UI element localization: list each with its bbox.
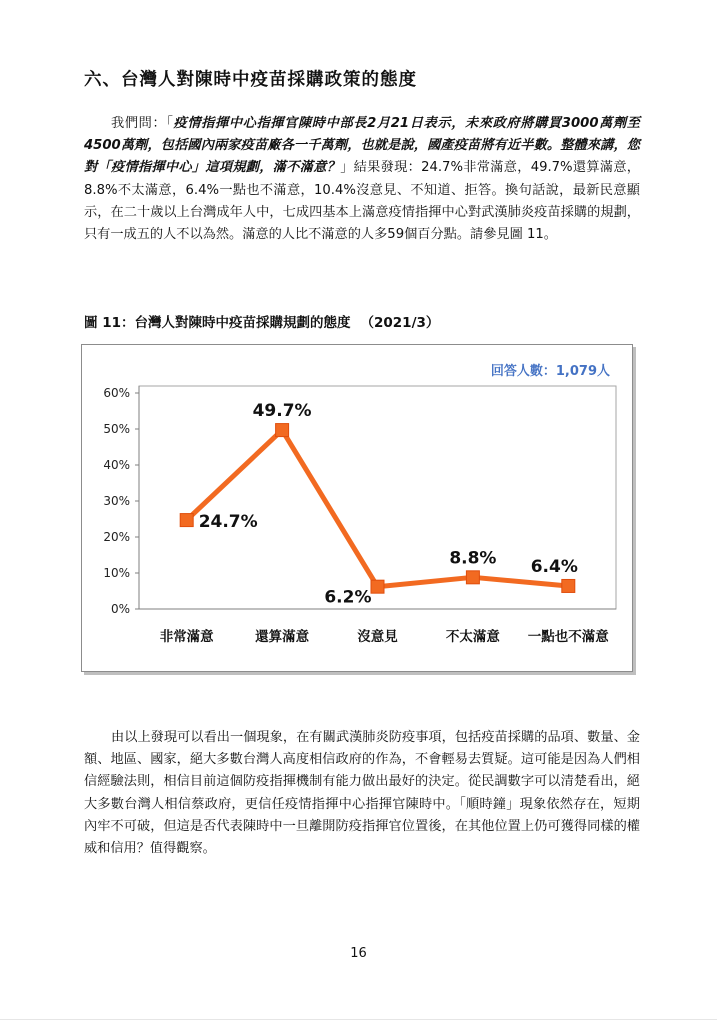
x-tick-label: 還算滿意 [255,629,310,645]
data-point [466,571,479,584]
x-tick-label: 沒意見 [357,629,398,645]
data-label: 49.7% [252,401,312,422]
conclusion-paragraph: 由以上發現可以看出一個現象，在有關武漢肺炎防疫事項，包括疫苗採購的品項、數量、金額、地區、國家，絕大多數台灣人高度相信政府的作為，不會輕易去質疑。這可能是因為人們相信經驗法則，相信目前這個防疫指揮機制有能力做出最好的決定。從民調數字可以清楚看出，絕大多數台灣人相信蔡政府，更信任疫情指揮中心指揮官陳時中。「順時鐘」現象依然存在，短期內牢不可破，但這是否代表陳時中一旦離開防疫指揮官位置後，在其他位置上仍可獲得同樣的權威和信用？值得觀察。 [84,730,640,857]
data-label: 6.4% [530,556,578,577]
y-tick-label: 20% [103,530,130,544]
section-heading: 六、台灣人對陳時中疫苗採購政策的態度 [84,70,417,90]
y-axis [103,386,139,616]
y-tick-label: 0% [110,602,130,616]
y-tick-label: 10% [103,566,130,580]
x-tick-label: 非常滿意 [159,629,214,645]
data-point [276,424,289,437]
y-tick-label: 40% [103,458,130,472]
x-tick-label: 不太滿意 [445,629,500,645]
respondents-note: 回答人數：1,079人 [490,364,610,379]
survey-result-text: 」結果發現：24.7%非常滿意，49.7%還算滿意，8.8%不太滿意，6.4%一點也不滿意，10.4%沒意見、不知道、拒答。換句話說，最新民意顯示，在二十歲以上台灣成年人中，七成四基本上滿意疫情指揮中心對武漢肺炎疫苗採購的規劃，只有一成五的人不以為然。滿意的人比不滿意的人多59個百分點。請參見圖 11。 [84,160,640,243]
x-tick-label: 一點也不滿意 [527,629,609,645]
survey-question: 疫情指揮中心指揮官陳時中部長2月21日表示，未來政府將購買3000萬劑至4500萬劑，包括國內兩家疫苗廠各一千萬劑，也就是說，國產疫苗將有近半數。整體來講，您對「疫情指揮中心」這項規劃，滿不滿意？ [84,116,640,176]
intro-paragraph [84,113,640,246]
line-chart [82,345,632,671]
data-label: 8.8% [449,548,497,569]
page-bottom-rule [0,1019,717,1020]
figure-date: （2021/3） [360,315,440,331]
y-tick-label: 30% [103,494,130,508]
figure-title [84,311,439,331]
y-tick-label: 50% [103,422,130,436]
data-label: 6.2% [324,587,372,608]
y-tick-label: 60% [103,386,130,400]
chart-figure [81,344,633,672]
data-point [562,579,575,592]
data-label: 24.7% [198,512,258,533]
page-number: 16 [350,946,367,961]
data-point [371,580,384,593]
x-axis [139,609,616,645]
figure-title-text: 圖 11：台灣人對陳時中疫苗採購規劃的態度 [84,315,351,331]
question-lead: 我們問：「 [111,116,174,131]
data-point [180,514,193,527]
